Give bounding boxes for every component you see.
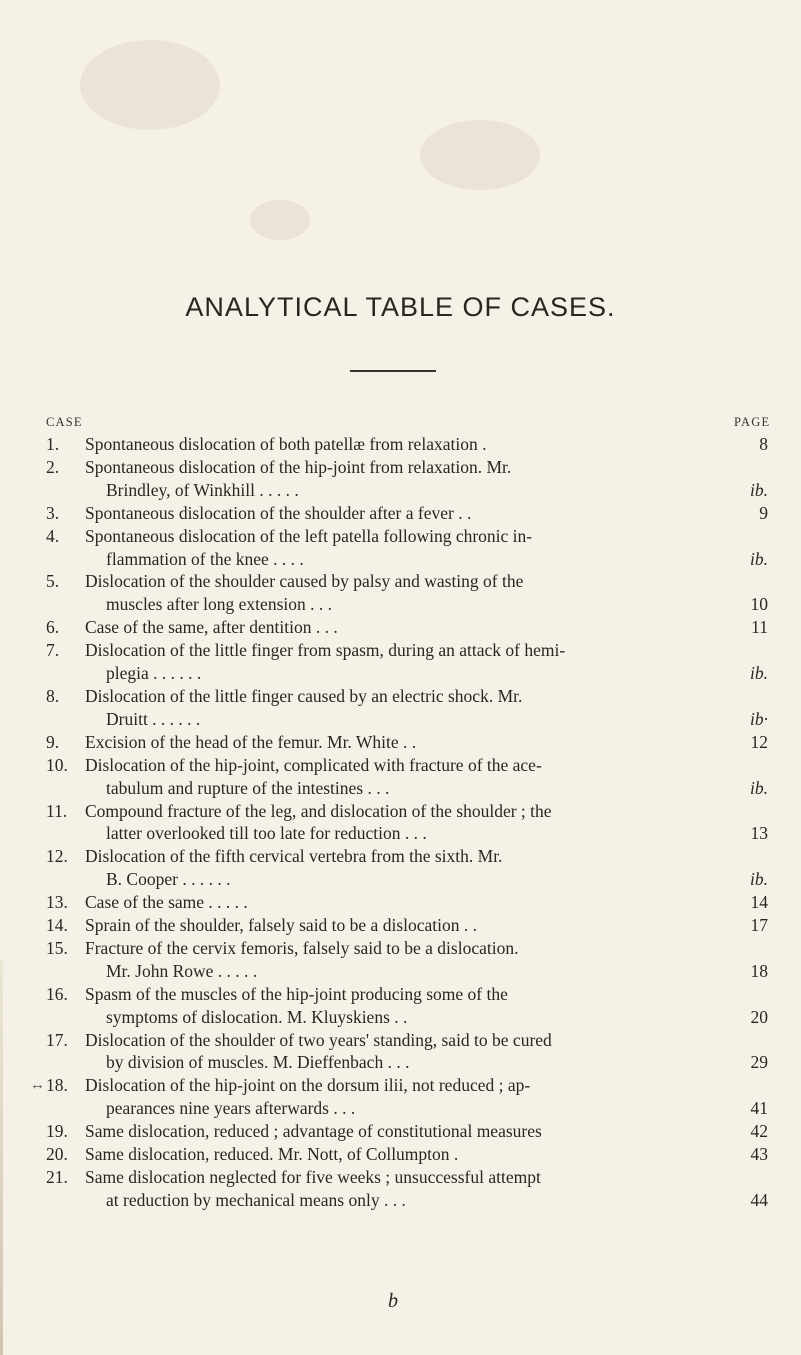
case-description-line: Brindley, of Winkhill . . . . . ib. [106, 479, 768, 500]
page-number: ib. [750, 479, 768, 500]
case-entry [46, 914, 768, 937]
case-description-line: by division of muscles. M. Dieffenbach . . . 29 [106, 1052, 768, 1073]
case-description-line: tabulum and rupture of the intestines . . . ib. [106, 777, 768, 798]
case-list [30, 433, 768, 1212]
page-number: 44 [750, 1189, 768, 1210]
case-description-line: latter overlooked till too late for reduction . . . 13 [106, 823, 768, 844]
case-number: 2. [46, 456, 60, 477]
case-number: 15. [46, 937, 68, 958]
case-description-line: Dislocation of the little finger from spasm, during an attack of hemi- [85, 640, 566, 661]
page-number: 12 [750, 731, 768, 752]
page-number: 14 [750, 892, 768, 913]
case-number: 11. [46, 800, 68, 821]
signature-mark: b [388, 1290, 398, 1312]
case-entry [46, 433, 768, 456]
page-number: ib. [750, 777, 768, 798]
case-description-line: Spontaneous dislocation of both patellæ from relaxation . 8 [85, 434, 768, 454]
case-number: 1. [46, 434, 60, 454]
case-entry [46, 570, 768, 616]
case-entry [46, 891, 768, 914]
page-number: 42 [750, 1121, 768, 1142]
case-description-line: Spasm of the muscles of the hip-joint producing some of the [85, 983, 508, 1004]
case-description-line: Spontaneous dislocation of the left patella following chronic in- [85, 525, 533, 546]
case-number: 16. [46, 983, 68, 1004]
case-description-line: Case of the same . . . . . 14 [85, 892, 768, 913]
page-number: 43 [750, 1144, 768, 1165]
case-entry [46, 754, 768, 800]
case-number: 18. [46, 1075, 68, 1096]
case-entry [46, 456, 768, 502]
case-description-line: Spontaneous dislocation of the hip-joint from relaxation. Mr. [85, 456, 512, 477]
case-entry [30, 1074, 768, 1120]
page-number: 10 [750, 594, 768, 615]
case-description-line: Dislocation of the hip-joint on the dorsum ilii, not reduced ; ap- [85, 1075, 531, 1096]
case-entry [46, 1029, 768, 1075]
case-number: 9. [46, 731, 60, 752]
page-number: 11 [751, 617, 768, 638]
case-entry [46, 685, 768, 731]
paper-stain [80, 40, 220, 130]
page-number: ib. [750, 869, 768, 890]
page-column-header: PAGE [734, 415, 771, 429]
case-description-line: Case of the same, after dentition . . . 11 [85, 617, 768, 638]
case-description-line: flammation of the knee . . . . ib. [106, 548, 768, 569]
margin-annotation-icon: ↔ [30, 1077, 45, 1094]
paper-stain [250, 200, 310, 240]
case-description-line: Same dislocation, reduced ; advantage of constitutional measures 42 [85, 1121, 768, 1142]
case-number: 21. [46, 1167, 68, 1187]
case-entry [46, 731, 768, 754]
case-description-line: Excision of the head of the femur. Mr. White . . 12 [85, 731, 768, 752]
case-number: 4. [46, 525, 60, 546]
case-column-header: CASE [46, 415, 83, 429]
case-description-line: B. Cooper . . . . . . ib. [106, 869, 768, 890]
page-number: 18 [750, 960, 768, 981]
page-number: 29 [750, 1052, 768, 1073]
case-description-line: Fracture of the cervix femoris, falsely said to be a dislocation. [85, 937, 519, 958]
case-description-line: Dislocation of the shoulder caused by palsy and wasting of the [85, 571, 524, 592]
case-number: 8. [46, 685, 60, 706]
case-number: 13. [46, 892, 68, 913]
case-entry [46, 800, 768, 846]
page-number: 17 [750, 915, 768, 936]
case-description-line: Same dislocation neglected for five weeks ; unsuccessful attempt [85, 1167, 541, 1187]
case-number: 14. [46, 915, 68, 936]
case-number: 3. [46, 502, 60, 523]
case-number: 20. [46, 1144, 68, 1165]
case-number: 6. [46, 617, 60, 638]
case-description-line: Same dislocation, reduced. Mr. Nott, of Collumpton . 43 [85, 1144, 768, 1165]
case-entry [46, 502, 768, 525]
case-description-line: pearances nine years afterwards . . . 41 [106, 1098, 768, 1119]
case-description-line: Mr. John Rowe . . . . . 18 [106, 960, 768, 981]
page-number: 20 [750, 1006, 768, 1027]
case-description-line: muscles after long extension . . . 10 [106, 594, 768, 615]
case-entry [46, 845, 768, 891]
case-number: 7. [46, 640, 60, 661]
case-number: 10. [46, 754, 68, 775]
case-number: 17. [46, 1029, 68, 1050]
case-entry [46, 616, 768, 639]
case-entry [46, 1166, 768, 1212]
page-edge [0, 960, 3, 1355]
page-title: ANALYTICAL TABLE OF CASES. [185, 292, 616, 322]
page-number: ib. [750, 663, 768, 684]
title-rule [350, 370, 436, 372]
case-description-line: plegia . . . . . . ib. [106, 663, 768, 684]
case-entry [46, 1120, 768, 1143]
case-number: 5. [46, 571, 60, 592]
case-description-line: Dislocation of the fifth cervical vertebra from the sixth. Mr. [85, 846, 503, 867]
case-description-line: Spontaneous dislocation of the shoulder after a fever . . 9 [85, 502, 768, 523]
page-number: 9 [759, 502, 768, 523]
case-entry [46, 937, 768, 983]
case-number: 19. [46, 1121, 68, 1142]
case-entry [46, 1143, 768, 1166]
page-number: ib. [750, 548, 768, 569]
case-description-line: Dislocation of the shoulder of two years' standing, said to be cured [85, 1029, 552, 1050]
case-entry [46, 983, 768, 1029]
page-number: 41 [750, 1098, 768, 1119]
page-number: 8 [759, 434, 768, 454]
page-number: ib· [750, 708, 768, 729]
case-description-line: Druitt . . . . . . ib· [106, 708, 768, 729]
case-number: 12. [46, 846, 68, 867]
case-description-line: Compound fracture of the leg, and dislocation of the shoulder ; the [85, 800, 552, 821]
case-entry [46, 639, 768, 685]
page-number: 13 [750, 823, 768, 844]
case-description-line: Sprain of the shoulder, falsely said to be a dislocation . . 17 [85, 915, 768, 936]
case-description-line: Dislocation of the hip-joint, complicated with fracture of the ace- [85, 754, 542, 775]
case-entry [46, 525, 768, 571]
paper-stain [420, 120, 540, 190]
case-description-line: symptoms of dislocation. M. Kluyskiens . . 20 [106, 1006, 768, 1027]
case-description-line: at reduction by mechanical means only . . . 44 [106, 1189, 768, 1210]
case-description-line: Dislocation of the little finger caused by an electric shock. Mr. [85, 685, 523, 706]
